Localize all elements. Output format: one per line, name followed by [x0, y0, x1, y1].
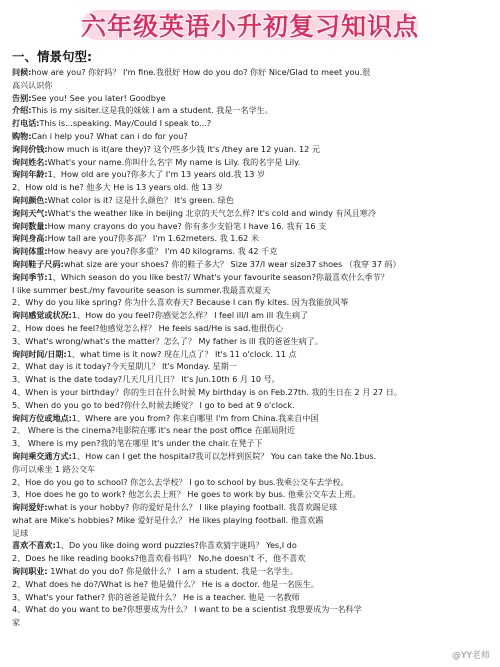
- text-line: [12, 258, 490, 271]
- text-line: [12, 130, 490, 143]
- line-text: 1、Which season do you like best?/ What's your favourite season?你最喜欢什么季节？: [47, 271, 389, 282]
- text-line: [12, 117, 490, 130]
- text-line: [12, 539, 490, 552]
- line-label: 询问数量:: [12, 220, 48, 231]
- line-text: what are Mike's hobbies? Mike 爱好是什么？ He likes playing football. 他喜欢踢: [12, 514, 324, 525]
- line-label: 介绍:: [12, 105, 32, 116]
- line-text: 1、How do you feel?你感觉怎么样？ I feel ill/I am ill 我生病了: [71, 310, 309, 321]
- line-label: 询问爱好:: [12, 502, 48, 513]
- line-text: 2、Why do you like spring? 你为什么喜欢春天? Because I can fly kites. 因为我能放风筝: [12, 297, 349, 308]
- line-text: 2、How old is he? 他多大 He is 13 years old. 他 13 岁: [12, 182, 223, 193]
- line-text: 2、What does he do?/What is he? 他是做什么？ He is a doctor. 他是一名医生。: [12, 578, 319, 589]
- line-text: 1、Do you like doing word puzzles?你喜欢猜字谜吗？ Yes,I do: [55, 540, 297, 551]
- text-line: [12, 373, 490, 386]
- line-text: 1、what time is it now? 现在几点了？ It's 11 o'clock. 11 点: [66, 348, 297, 359]
- line-text: how much is it(are they)? 这个/些多少钱 It's /they are 12 yuan. 12 元: [47, 143, 320, 154]
- line-label: 询问年龄:: [12, 169, 48, 180]
- line-label: 询问时间/日期:: [12, 348, 67, 359]
- line-text: How many crayons do you have? 你有多少支铅笔 I have 16. 我有 16 支: [47, 220, 327, 231]
- line-text: 1、Where are you from? 你来自哪里 I'm from China.我来自中国: [71, 412, 319, 423]
- line-text: 4、When is your birthday？你的生日在什么时候 My birthday is on Feb.27th. 我的生日在 2 月 27 日。: [12, 386, 402, 397]
- line-label: 询问乘交通方式:: [12, 450, 72, 461]
- text-line: [12, 335, 490, 348]
- line-text: What's your name.你叫什么名字 My name is Lily. 我的名字是 Lily.: [47, 156, 301, 167]
- text-line: [12, 616, 490, 629]
- line-label: 询问季节:: [12, 271, 48, 282]
- text-line: [12, 476, 490, 489]
- line-text: See you! See you later! Goodbye: [31, 92, 166, 103]
- line-text: 4、What do you want to be?你想要成为什么？ I want to be a scientist 我想要成为一名科学: [12, 604, 362, 615]
- text-line: [12, 143, 490, 156]
- watermark: @YY老师: [452, 651, 490, 661]
- text-line: [12, 412, 490, 425]
- line-text: what size are your shoes? 你的鞋子多大？ Size 37/I wear size37 shoes （我穿 37 码）: [63, 258, 401, 269]
- line-text: 家: [12, 617, 21, 628]
- text-line: [12, 424, 490, 437]
- line-label: 询问姓名:: [12, 156, 48, 167]
- line-text: What's the weather like in beijing 北京的天气怎么样? It's cold and windy 有风且寒冷: [47, 207, 376, 218]
- line-label: 喜欢不喜欢:: [12, 540, 56, 551]
- text-line: [12, 360, 490, 373]
- line-text: How tall are you?你多高？ I'm 1.62meters. 我 1.62 米: [47, 233, 259, 244]
- line-label: 询问天气:: [12, 207, 48, 218]
- text-line: [12, 66, 490, 79]
- line-label: 问候:: [12, 67, 32, 77]
- text-line: [12, 79, 490, 92]
- line-text: what is your hobby? 你的爱好是什么？ I like playing football. 我喜欢踢足球: [47, 502, 338, 513]
- line-label: 询问职业:: [12, 566, 48, 577]
- line-text: This is...speaking. May/Could I speak to...?: [39, 118, 212, 129]
- text-line: [12, 386, 490, 399]
- document-body: [12, 66, 490, 629]
- line-text: Can i help you? What can i do for you?: [31, 130, 188, 141]
- line-label: 询问颜色:: [12, 194, 48, 205]
- line-text: 3、Hoe does he go to work? 他怎么去上班？ He goes to work by bus. 他乘公交车去上班。: [12, 489, 361, 500]
- text-line: [12, 92, 490, 105]
- text-line: [12, 271, 490, 284]
- line-text: This is my sisiter.这是我的妹妹 I am a student. 我是一名学生。: [31, 105, 273, 116]
- line-text: 1What do you do? 你是做什么？ I am a student. 我是一名学生。: [47, 566, 299, 577]
- page-title: 六年级英语小升初复习知识点: [80, 12, 419, 41]
- line-label: 询问身高:: [12, 233, 48, 244]
- line-text: how are you? 你好吗？ I'm fine.我很好 How do you do? 你好 Nice/Glad to meet you.很: [31, 67, 371, 77]
- line-label: 询问鞋子尺码:: [12, 258, 64, 269]
- line-text: 2、 Where is the cinema?电影院在哪 it's near the post office 在邮局附近: [12, 425, 296, 436]
- text-line: [12, 232, 490, 245]
- line-text: 3、What's wrong/what's the matter？怎么了？ My father is ill 我的爸爸生病了。: [12, 335, 323, 346]
- line-text: 1、How old are you?你多大了 I'm 13 years old.我 13 岁: [47, 169, 266, 180]
- line-text: 3、What is the date today?几天几月几日？ It's Jun.10th 6 月 10 号。: [12, 374, 280, 385]
- line-label: 打电话:: [12, 118, 40, 129]
- line-label: 询问感觉或状况:: [12, 310, 72, 321]
- line-text: I like summer best./my favourite season is summer.我最喜欢夏天: [12, 284, 271, 295]
- text-line: [12, 552, 490, 565]
- text-line: [12, 437, 490, 450]
- text-line: [12, 527, 490, 540]
- line-text: 2、Hoe do you go to school? 你怎么去学校？ I go to school by bus.我乘公交车去学校。: [12, 476, 349, 487]
- line-text: What color is it? 这是什么颜色？ It's green. 绿色: [47, 194, 234, 205]
- text-line: [12, 156, 490, 169]
- section-heading: 一、情景句型:: [12, 49, 92, 64]
- text-line: [12, 168, 490, 181]
- line-text: 5、When do you go to bed?你什么时候去睡觉？ I go to bed at 9 o'clock.: [12, 399, 295, 410]
- line-label: 询问价钱:: [12, 143, 48, 154]
- text-line: [12, 603, 490, 616]
- line-text: 2、What day is it today?今天星期几？ It's Monday. 星期一: [12, 361, 237, 372]
- line-label: 告别:: [12, 92, 32, 103]
- text-line: [12, 450, 490, 463]
- text-line: [12, 284, 490, 297]
- text-line: [12, 501, 490, 514]
- text-line: [12, 104, 490, 117]
- line-text: 1、How can I get the hospital?我可以怎样到医院？ You can take the No.1bus.: [71, 450, 377, 461]
- line-label: 购物:: [12, 130, 32, 141]
- line-text: 3、What's your father? 你的爸爸是做什么？ He is a teacher. 他是 一名教师: [12, 591, 300, 602]
- line-text: 你可以乘坐 1 路公交车: [12, 463, 96, 474]
- line-label: 询问方位或地点:: [12, 412, 72, 423]
- text-line: [12, 322, 490, 335]
- title-banner: [20, 6, 480, 44]
- text-line: [12, 207, 490, 220]
- text-line: [12, 348, 490, 361]
- text-line: [12, 309, 490, 322]
- line-text: 2、Does he like reading books?他喜欢看书吗？ No,he doesn't 不，他不喜欢: [12, 553, 306, 564]
- text-line: [12, 565, 490, 578]
- text-line: [12, 514, 490, 527]
- text-line: [12, 463, 490, 476]
- text-line: [12, 399, 490, 412]
- text-line: [12, 296, 490, 309]
- text-line: [12, 181, 490, 194]
- text-line: [12, 591, 490, 604]
- line-label: 询问体重:: [12, 246, 48, 257]
- text-line: [12, 220, 490, 233]
- text-line: [12, 578, 490, 591]
- line-text: 高兴认识你: [12, 79, 53, 90]
- text-line: [12, 488, 490, 501]
- text-line: [12, 194, 490, 207]
- line-text: 2、How does he feel?他感觉怎么样？ He feels sad/He is sad.他很伤心: [12, 322, 284, 333]
- line-text: 3、 Where is my pen?我的笔在哪里 It's under the chair.在凳子下: [12, 438, 263, 449]
- line-text: How heavy are you?你多重？ I'm 40 kilograms. 我 42 千克: [47, 246, 278, 257]
- text-line: [12, 245, 490, 258]
- line-text: 足球: [12, 527, 29, 538]
